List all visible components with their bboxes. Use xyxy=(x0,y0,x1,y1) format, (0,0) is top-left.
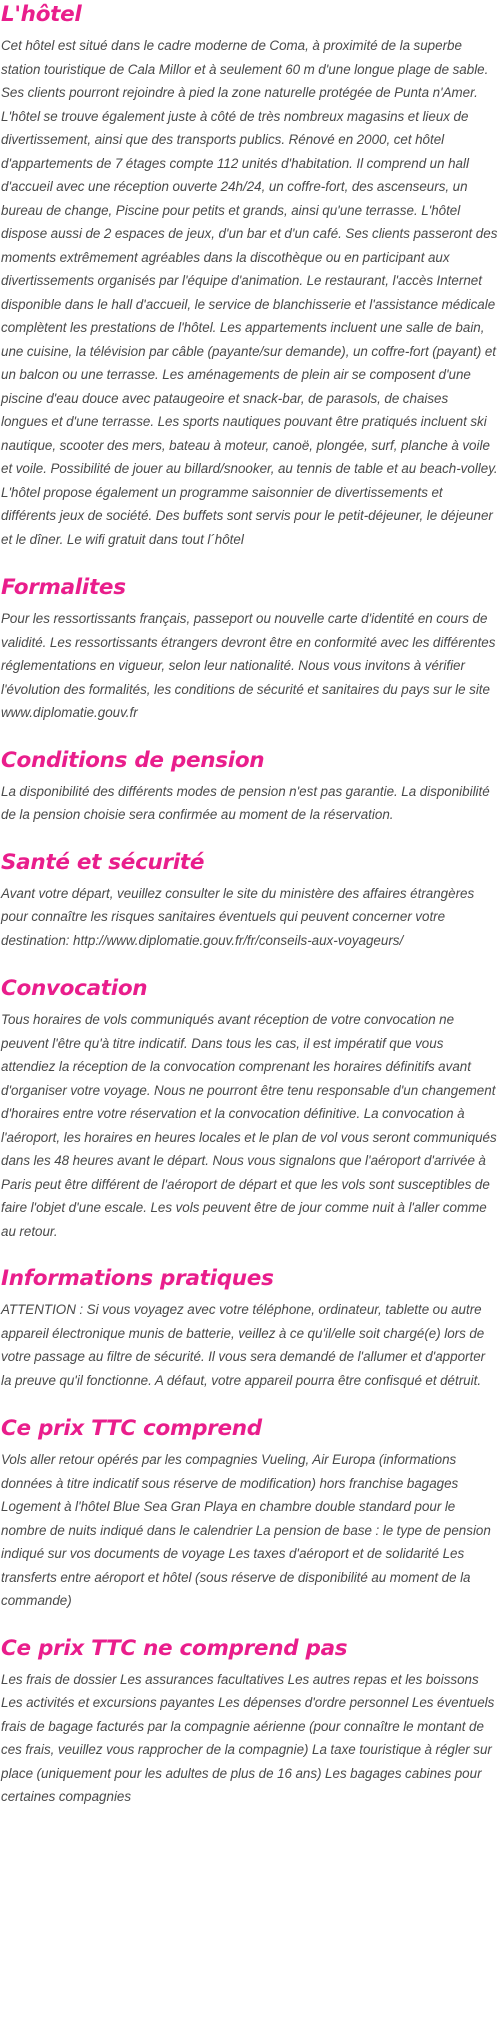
section-title-prix-comprend: Ce prix TTC comprend xyxy=(1,1416,262,1441)
section-text-hotel: Cet hôtel est situé dans le cadre moderne de Coma, à proximité de la superbe station touristique de Cala Millor et à seulement 60 m d'une longue plage de sable. Ses clients pourront rejoindre à pied la zone naturelle protégée de Punta n'Amer. L'hôtel se trouve également juste à côté de très nombreux magasins et lieux de divertissement, ainsi que des transports publics. Rénové en 2000, cet hôtel d'appartements de 7 étages compte 112 unités d'habitation. Il comprend un hall d'accueil avec une réception ouverte 24h/24, un coffre-fort, des ascenseurs, un bureau de change, Piscine pour petits et grands, ainsi qu'une terrasse. L'hôtel dispose aussi de 2 espaces de jeux, d'un bar et d'un café. Ses clients passeront des moments extrêmement agréables dans la discothèque ou en participant aux divertissements organisés par l'équipe d'animation. Le restaurant, l'accès Internet disponible dans le hall d'accueil, le service de blanchisserie et l'assistance médicale complètent les prestations de l'hôtel. Les appartements incluent une salle de bain, une cuisine, la télévision par câble (payante/sur demande), un coffre-fort (payant) et un balcon ou une terrasse. Les aménagements de plein air se composent d'une piscine d'eau douce avec pataugeoire et snack-bar, de parasols, de chaises longues et d'une terrasse. Les sports nautiques pouvant être pratiqués incluent ski nautique, scooter des mers, bateau à moteur, canoë, plongée, surf, planche à voile et voile. Possibilité de jouer au billard/snooker, au tennis de table et au beach-volley. L'hôtel propose également un programme saisonnier de divertissements et différents jeux de société. Des buffets sont servis pour le petit-déjeuner, le déjeuner et le dîner. Le wifi gratuit dans tout l´hôtel xyxy=(1,38,498,547)
section-formalites xyxy=(1,574,498,725)
section-title-informations-pratiques: Informations pratiques xyxy=(1,1266,274,1291)
section-convocation xyxy=(1,975,498,1243)
section-sante-securite xyxy=(1,849,498,953)
section-text-conditions-pension: La disponibilité des différents modes de pension n'est pas garantie. La disponibilité de la pension choisie sera confirmée au moment de la réservation. xyxy=(1,783,490,822)
section-title-convocation: Convocation xyxy=(1,976,148,1001)
section-title-sante-securite: Santé et sécurité xyxy=(1,849,205,875)
section-title-conditions-pension: Conditions de pension xyxy=(1,747,265,773)
section-text-prix-ne-comprend-pas: Les frais de dossier Les assurances facultatives Les autres repas et les boissons Les activités et excursions payantes Les dépenses d'ordre personnel Les éventuels frais de bagage facturés par la compagnie aérienne (pour connaître le montant de ces frais, veuillez vous rapprocher de la compagnie) La taxe touristique à régler sur place (uniquement pour les adultes de plus de 16 ans) Les bagages cabines pour certaines compagnies xyxy=(1,1671,495,1804)
section-hotel xyxy=(1,1,498,551)
section-prix-comprend xyxy=(1,1415,498,1613)
section-conditions-pension xyxy=(1,747,498,827)
section-prix-ne-comprend-pas xyxy=(1,1635,498,1809)
section-text-formalites: Pour les ressortissants français, passeport ou nouvelle carte d'identité en cours de validité. Les ressortissants étrangers devront être en conformité avec les différentes réglementations en vigueur, selon leur nationalité. Nous vous invitons à vérifier l'évolution des formalités, les conditions de sécurité et sanitaires du pays sur le site www.diplomatie.gouv.fr xyxy=(1,611,496,720)
section-title-prix-ne-comprend-pas: Ce prix TTC ne comprend pas xyxy=(1,1635,348,1661)
section-title-formalites: Formalites xyxy=(1,575,126,600)
section-text-prix-comprend: Vols aller retour opérés par les compagnies Vueling, Air Europa (informations données à titre indicatif sous réserve de modification) hors franchise bagages Logement à l'hôtel Blue Sea Gran Playa en chambre double standard pour le nombre de nuits indiqué dans le calendrier La pension de base : le type de pension indiqué sur vos documents de voyage Les taxes d'aéroport et de solidarité Les transferts entre aéroport et hôtel (sous réserve de disponibilité au moment de la commande) xyxy=(1,1452,491,1608)
section-text-convocation: Tous horaires de vols communiqués avant réception de votre convocation ne peuvent l'être qu'à titre indicatif. Dans tous les cas, il est impératif que vous attendiez la réception de la convocation comprenant les horaires définitifs avant d'organiser votre voyage. Nous ne pourront être tenu responsable d'un changement d'horaires entre votre réservation et la convocation définitive. La convocation à l'aéroport, les horaires en heures locales et le plan de vol vous seront communiqués dans les 48 heures avant le départ. Nous vous signalons que l'aéroport d'arrivée à Paris peut être différent de l'aéroport de départ et que les vols sont susceptibles de faire l'objet d'une escale. Les vols peuvent être de jour comme nuit à l'aller comme au retour. xyxy=(1,1012,497,1239)
section-informations-pratiques xyxy=(1,1265,498,1392)
section-text-sante-securite: Avant votre départ, veuillez consulter le site du ministère des affaires étrangères pour connaître les risques sanitaires éventuels qui peuvent concerner votre destination: http://www.diplomatie.gouv.fr/fr/conseils-aux-voyageurs/ xyxy=(1,885,475,948)
section-text-informations-pratiques: ATTENTION : Si vous voyagez avec votre téléphone, ordinateur, tablette ou autre appareil électronique munis de batterie, veillez à ce qu'il/elle soit chargé(e) lors de votre passage au filtre de sécurité. Il vous sera demandé de l'allumer et d'apporter la preuve qu'il fonctionne. A défaut, votre appareil pourra être confisqué et détruit. xyxy=(1,1302,486,1388)
section-title-hotel: L'hôtel xyxy=(1,2,82,27)
